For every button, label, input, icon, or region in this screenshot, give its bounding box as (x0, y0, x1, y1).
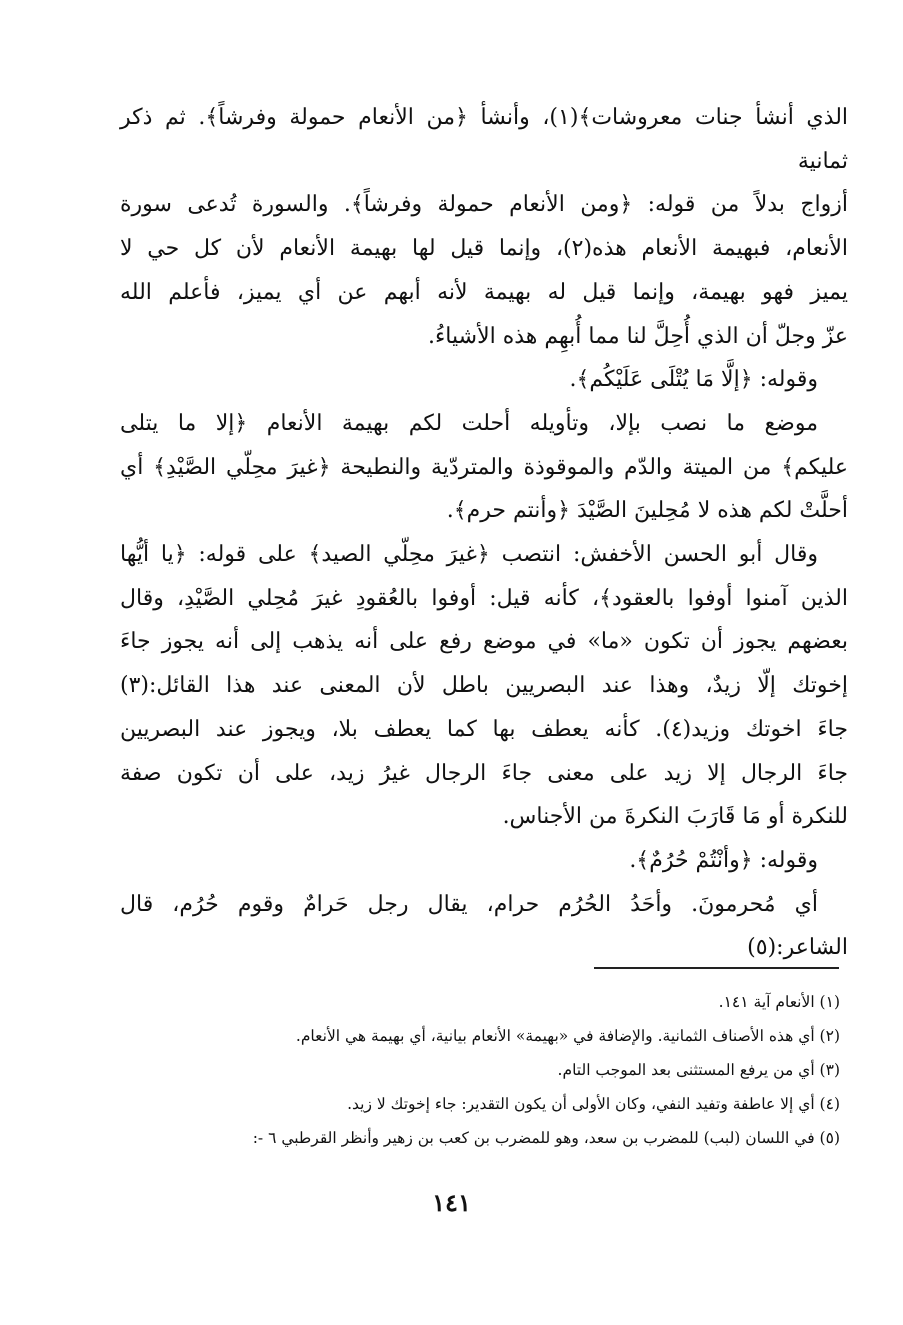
footnote-item: (٢) أي هذه الأصناف الثمانية. والإضافة في «بهيمة» الأنعام بيانية، أي بهيمة هي الأنعام. (295, 1027, 840, 1045)
text-line: أحلَّتْ لكم هذه لا مُحِلينَ الصَّيْدَ ﴿وأنتم حرم﴾. (446, 498, 848, 524)
text-line: بعضهم يجوز أن تكون «ما» في موضع رفع على أنه يذهب إلى أنه يجوز جاءَ (120, 629, 848, 655)
text-line: عزّ وجلّ أن الذي أُحِلَّ لنا مما أُبهِم هذه الأشياءُ. (427, 323, 848, 349)
text-line: للنكرة أو مَا قَارَبَ النكرةَ من الأجناس. (502, 804, 848, 830)
text-line: جاءَ اخوتك وزيد(٤). كأنه يعطف بها كما يعطف بلا، ويجوز عند البصريين (120, 716, 848, 742)
text-line: الأنعام، فبهيمة الأنعام هذه(٢)، وإنما قيل لها بهيمة الأنعام لأن كل حي لا (120, 236, 848, 262)
text-line: وقال أبو الحسن الأخفش: انتصب ﴿غيرَ محِلّي الصيد﴾ على قوله: ﴿يا أيُّها (120, 542, 818, 568)
footnote-item: (٣) أي من يرفع المستثنى بعد الموجب التام. (557, 1061, 840, 1079)
text-line: جاءَ الرجال إلا زيد على معنى جاءَ الرجال غيرُ زيد، على أن تكون صفة (120, 760, 848, 786)
text-line: الذي أنشأ جنات معروشات﴾(١)، وأنشأ ﴿من الأنعام حمولة وفرشاً﴾. ثم ذكر ثمانية (120, 105, 849, 174)
text-line: وقوله: ﴿إلَّا مَا يُتْلَى عَلَيْكُم﴾. (569, 367, 818, 393)
footnote-item: (١) الأنعام آية ١٤١. (718, 993, 840, 1011)
text-line: وقوله: ﴿وأنْتُمْ حُرُمٌ﴾. (629, 847, 818, 873)
footnote-item: (٥) في اللسان (لبب) للمضرب بن سعد، وهو للمضرب بن كعب بن زهير وأنظر القرطبي ٦ -: (252, 1129, 840, 1147)
text-line: موضع ما نصب بإلا، وتأويله أحلت لكم بهيمة الأنعام ﴿إلا ما يتلى (120, 410, 818, 436)
text-line: يميز فهو بهيمة، وإنما قيل له بهيمة لأنه أبهم عن أي يميز، فأعلم الله (120, 279, 848, 305)
footnote-item: (٤) أي إلا عاطفة وتفيد النفي، وكان الأولى أن يكون التقدير: جاء إخوتك لا زيد. (347, 1095, 840, 1113)
text-line: إخوتك إلّا زيدٌ، وهذا عند البصريين باطل لأن المعنى عند هذا القائل:(٣) (120, 673, 848, 699)
text-line: الشاعر:(٥) (747, 935, 848, 961)
text-line: الذين آمنوا أوفوا بالعقود﴾، كأنه قيل: أوفوا بالعُقودِ غيرَ مُحِلي الصَّيْدِ، وقال (120, 585, 848, 611)
main-text (120, 96, 848, 970)
footnotes (108, 985, 840, 1155)
page-number: ١٤١ (432, 1188, 471, 1217)
text-line: عليكم﴾ من الميتة والدّم والموقوذة والمتردّية والنطيحة ﴿غيرَ محِلّي الصَّيْدِ﴾ أي (120, 454, 848, 480)
footnote-separator (594, 967, 839, 969)
text-line: أزواج بدلاً من قوله: ﴿ومن الأنعام حمولة وفرشاً﴾. والسورة تُدعى سورة (120, 192, 848, 218)
text-line: أي مُحرمونَ. وأحَدُ الحُرُم حرام، يقال رجل حَرامٌ وقوم حُرُم، قال (120, 891, 818, 917)
